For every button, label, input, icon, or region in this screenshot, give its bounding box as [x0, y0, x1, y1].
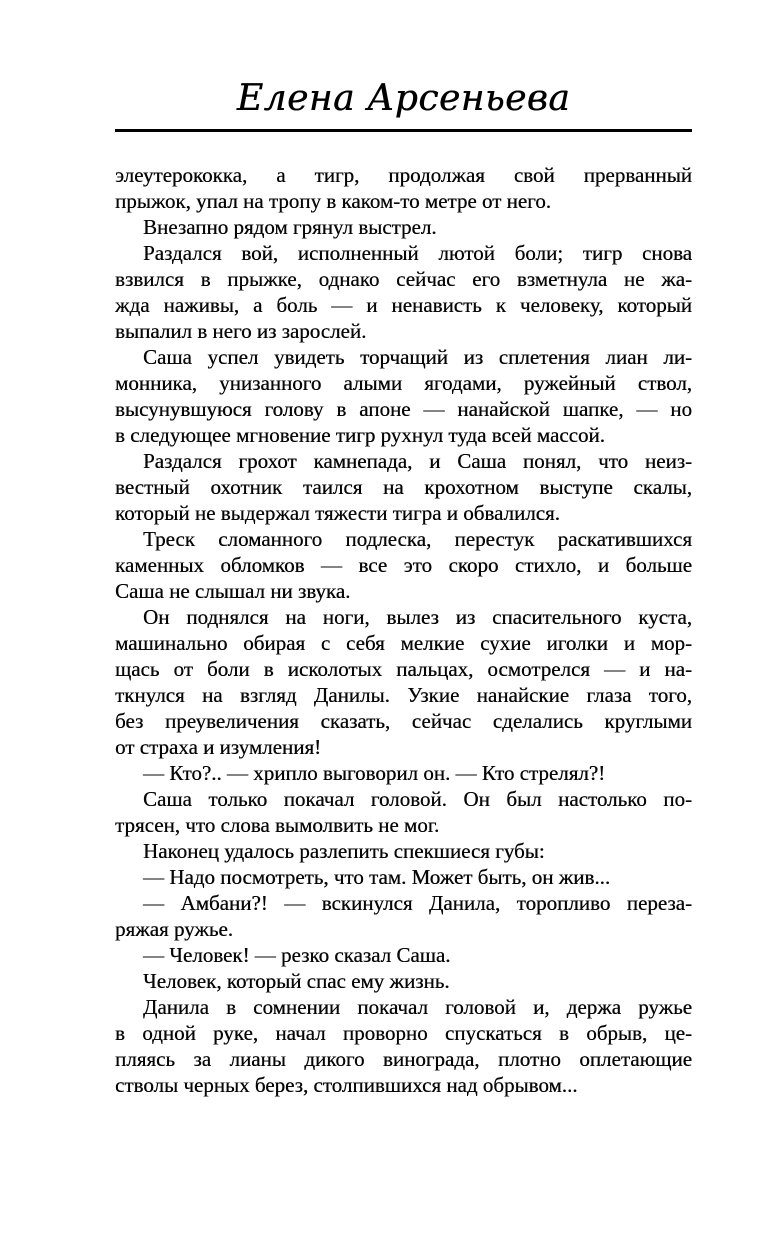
text-line: элеутерококка, а тигр, продолжая свой прерванный — [115, 163, 692, 187]
text-line: Данила в сомнении покачал головой и, держа ружье — [143, 995, 692, 1019]
text-line: пляясь за лианы дикого винограда, плотно оплетающие — [115, 1047, 692, 1071]
text-line: монника, унизанного алыми ягодами, ружейный ствол, — [115, 371, 692, 395]
text-line: ткнулся на взгляд Данилы. Узкие нанайские глаза того, — [115, 683, 692, 707]
text-line: прыжок, упал на тропу в каком-то метре от него. — [115, 189, 551, 213]
text-line: Раздался вой, исполненный лютой боли; тигр снова — [143, 241, 692, 265]
text-line: трясен, что слова вымолвить не мог. — [115, 813, 440, 837]
text-line: машинально обирая с себя мелкие сухие иголки и мор- — [115, 631, 692, 655]
text-line: Саша успел увидеть торчащий из сплетения лиан ли- — [143, 345, 692, 369]
text-line: высунувшуюся голову в апоне — нанайской шапке, — но — [115, 397, 692, 421]
text-line: — Амбани?! — вскинулся Данила, торопливо переза- — [143, 891, 692, 915]
text-line: щась от боли в исколотых пальцах, осмотрелся — и на- — [115, 657, 692, 681]
text-line: Саша не слышал ни звука. — [115, 579, 351, 603]
text-line: ряжая ружье. — [115, 917, 234, 941]
text-line: взвился в прыжке, однако сейчас его взметнула не жа- — [115, 267, 692, 291]
text-line: Внезапно рядом грянул выстрел. — [143, 215, 437, 239]
text-line: Саша только покачал головой. Он был настолько по- — [143, 787, 692, 811]
text-line: Наконец удалось разлепить спекшиеся губы: — [143, 839, 545, 863]
text-line: выпалил в него из зарослей. — [115, 319, 367, 343]
text-line: без преувеличения сказать, сейчас сделались круглыми — [115, 709, 692, 733]
text-line: жда наживы, а боль — и ненависть к человеку, который — [115, 293, 692, 317]
text-line: — Кто?.. — хрипло выговорил он. — Кто стрелял?! — [143, 761, 606, 785]
body-text — [115, 162, 692, 1098]
text-line: — Надо посмотреть, что там. Может быть, он жив... — [143, 865, 611, 889]
text-line: Треск сломанного подлеска, перестук раскатившихся — [143, 527, 692, 551]
text-line: — Человек! — резко сказал Саша. — [143, 943, 451, 967]
text-line: в следующее мгновение тигр рухнул туда всей массой. — [115, 423, 605, 447]
text-line: каменных обломков — все это скоро стихло, и больше — [115, 553, 692, 577]
text-line: Он поднялся на ноги, вылез из спасительного куста, — [143, 605, 692, 629]
page-header-author: Елена Арсеньева — [236, 78, 571, 119]
header-rule — [115, 129, 692, 132]
text-line: Раздался грохот камнепада, и Саша понял, что неиз- — [143, 449, 692, 473]
text-line: стволы черных берез, столпившихся над обрывом... — [115, 1073, 578, 1097]
text-line: от страха и изумления! — [115, 735, 322, 759]
text-line: вестный охотник таился на крохотном выступе скалы, — [115, 475, 692, 499]
text-line: в одной руке, начал проворно спускаться в обрыв, це- — [115, 1021, 692, 1045]
text-line: Человек, который спас ему жизнь. — [143, 969, 450, 993]
text-line: который не выдержал тяжести тигра и обвалился. — [115, 501, 560, 525]
